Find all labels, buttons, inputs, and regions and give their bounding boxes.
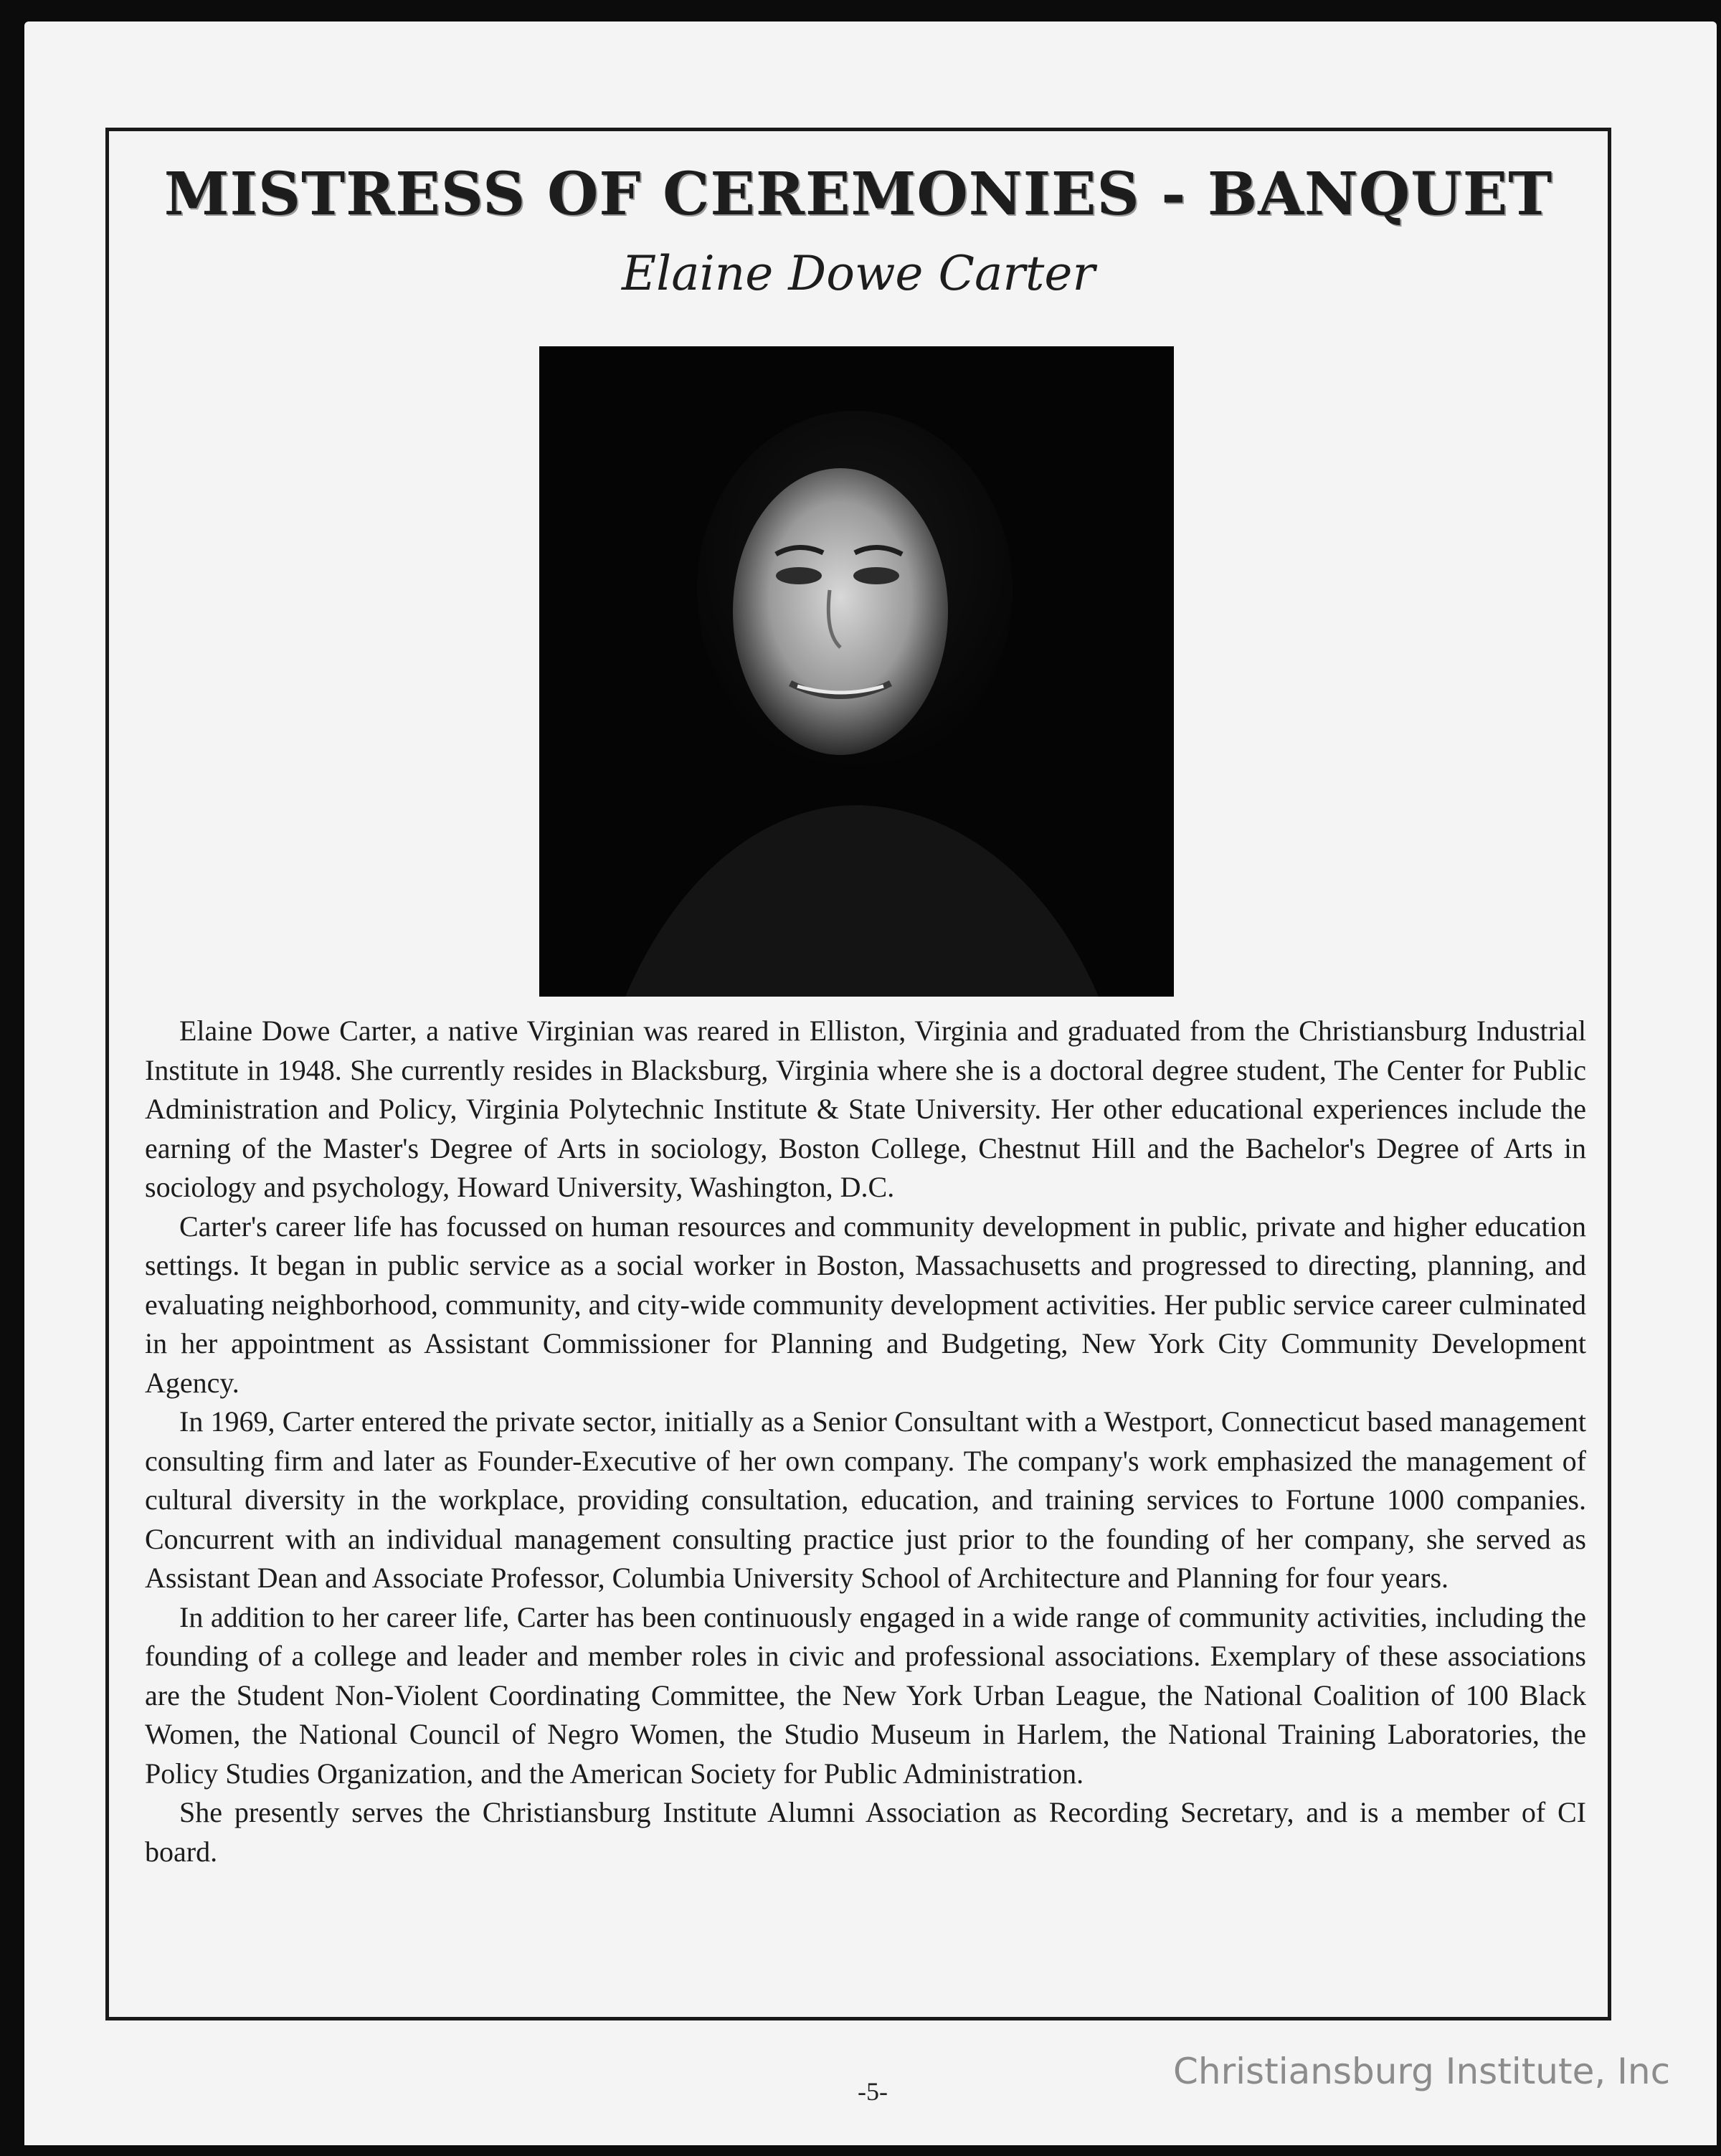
honoree-name: Elaine Dowe Carter <box>622 246 1095 301</box>
bio-paragraph: She presently serves the Christiansburg Institute Alumni Association as Recording Secretary, and is a member of CI board. <box>145 1796 1586 1868</box>
portrait-photo <box>539 346 1174 997</box>
bio-paragraph: Elaine Dowe Carter, a native Virginian was reared in Elliston, Virginia and graduated from the Christiansburg Industrial Institute in 1948. She currently resides in Blacksburg, Virginia where she is a doctoral degree student, The Center for Public Administration and Policy, Virginia Polytechnic Institute & State University. Her other educational experiences include the earning of the Master's Degree of Arts in sociology, Boston College, Chestnut Hill and the Bachelor's Degree of Arts in sociology and psychology, Howard University, Washington, D.C. <box>145 1015 1586 1203</box>
document-page <box>24 22 1717 2145</box>
bio-paragraph: Carter's career life has focussed on human resources and community development in public, private and higher education settings. It began in public service as a social worker in Boston, Massachusetts and progressed to directing, planning, and evaluating neighborhood, community, and city-wide community development activities. Her public service career culminated in her appointment as Assistant Commissioner for Planning and Budgeting, New York City Community Development Agency. <box>145 1210 1586 1399</box>
bio-paragraph: In addition to her career life, Carter has been continuously engaged in a wide range of community activities, including the founding of a college and leader and member roles in civic and professional associations. Exemplary of these associations are the Student Non-Violent Coordinating Committee, the New York Urban League, the National Coalition of 100 Black Women, the National Council of Negro Women, the Studio Museum in Harlem, the National Training Laboratories, the Policy Studies Organization, and the American Society for Public Administration. <box>145 1600 1586 1790</box>
portrait-image <box>539 346 1174 997</box>
page-number: -5- <box>858 2077 888 2106</box>
page-title: MISTRESS OF CEREMONIES - BANQUET <box>163 160 1553 229</box>
content-border <box>105 128 1611 2020</box>
watermark-text: Christiansburg Institute, Inc <box>1173 2051 1671 2092</box>
bio-paragraph: In 1969, Carter entered the private sector, initially as a Senior Consultant with a Westport, Connecticut based management consulting firm and later as Founder-Executive of her own company. The company's work emphasized the management of cultural diversity in the workplace, providing consultation, education, and training services to Fortune 1000 companies. Concurrent with an individual management consulting practice just prior to the founding of her company, she served as Assistant Dean and Associate Professor, Columbia University School of Architecture and Planning for four years. <box>145 1405 1586 1594</box>
biography-text <box>145 1012 1586 1871</box>
